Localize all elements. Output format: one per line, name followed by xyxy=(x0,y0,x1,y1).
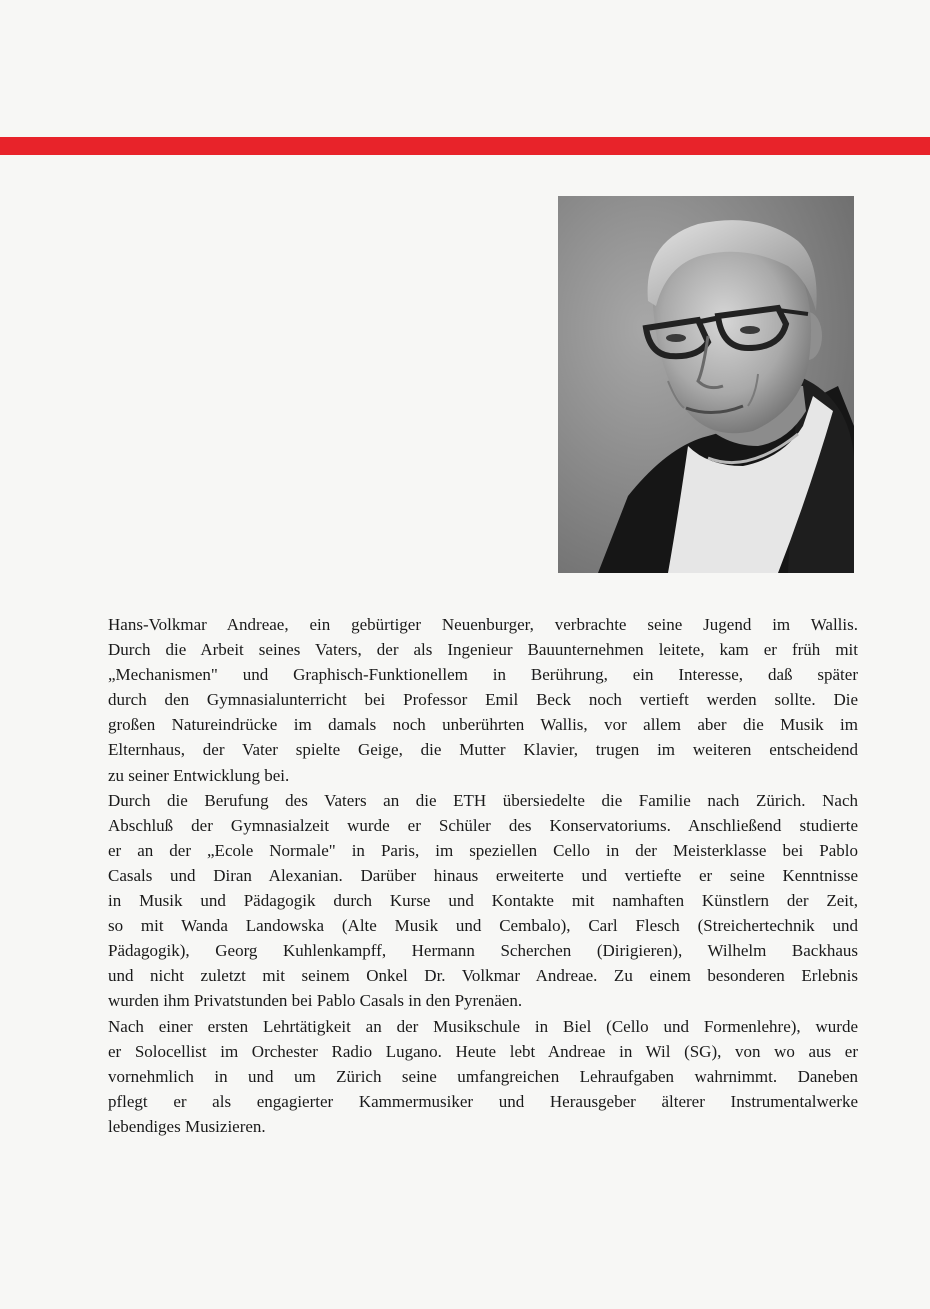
text-line: Durch die Berufung des Vaters an die ETH übersiedelte die Familie nach Zürich. Nach xyxy=(108,790,858,810)
red-accent-bar xyxy=(0,137,930,155)
text-line: wurden ihm Privatstunden bei Pablo Casals in den Pyrenäen. xyxy=(108,991,523,1011)
text-line: in Musik und Pädagogik durch Kurse und Kontakte mit namhaften Künstlern der Zeit, xyxy=(108,891,858,911)
text-line: großen Natureindrücke im damals noch unberührten Wallis, vor allem aber die Musik im xyxy=(108,715,858,735)
portrait-illustration xyxy=(558,196,854,573)
text-line: Hans-Volkmar Andreae, ein gebürtiger Neuenburger, verbrachte seine Jugend im Wallis. xyxy=(108,615,858,634)
text-line: zu seiner Entwicklung bei. xyxy=(108,765,290,785)
text-line: Pädagogik), Georg Kuhlenkampff, Hermann Scherchen (Dirigieren), Wilhelm Backhaus xyxy=(108,941,858,961)
text-line: er an der „Ecole Normale" in Paris, im speziellen Cello in der Meisterklasse bei Pablo xyxy=(108,840,858,860)
text-line: „Mechanismen" und Graphisch-Funktionellem in Berührung, ein Interesse, daß später xyxy=(108,665,858,685)
biography-paragraph-2 xyxy=(108,788,858,1014)
text-line: lebendiges Musizieren. xyxy=(108,1116,266,1136)
text-line: Casals und Diran Alexanian. Darüber hinaus erweiterte und vertiefte er seine Kenntnisse xyxy=(108,865,858,885)
text-line: Durch die Arbeit seines Vaters, der als Ingenieur Bauunternehmen leitete, kam er früh mit xyxy=(108,640,858,660)
text-line: er Solocellist im Orchester Radio Lugano. Heute lebt Andreae in Wil (SG), von wo aus er xyxy=(108,1041,858,1061)
text-line: so mit Wanda Landowska (Alte Musik und Cembalo), Carl Flesch (Streichertechnik und xyxy=(108,916,858,936)
biography-paragraph-3 xyxy=(108,1014,858,1139)
portrait-photo xyxy=(558,196,854,573)
text-line: durch den Gymnasialunterricht bei Professor Emil Beck noch vertieft werden sollte. Die xyxy=(108,690,858,710)
biography-text xyxy=(108,612,858,1139)
biography-paragraph-1 xyxy=(108,612,858,788)
text-line: Elternhaus, der Vater spielte Geige, die Mutter Klavier, trugen im weiteren entscheidend xyxy=(108,740,858,760)
text-line: Nach einer ersten Lehrtätigkeit an der Musikschule in Biel (Cello und Formenlehre), wurde xyxy=(108,1016,858,1036)
text-line: pflegt er als engagierter Kammermusiker und Herausgeber älterer Instrumentalwerke xyxy=(108,1091,858,1111)
text-line: vornehmlich in und um Zürich seine umfangreichen Lehraufgaben wahrnimmt. Daneben xyxy=(108,1066,858,1086)
text-line: Abschluß der Gymnasialzeit wurde er Schüler des Konservatoriums. Anschließend studierte xyxy=(108,815,858,835)
text-line: und nicht zuletzt mit seinem Onkel Dr. Volkmar Andreae. Zu einem besonderen Erlebnis xyxy=(108,966,858,986)
